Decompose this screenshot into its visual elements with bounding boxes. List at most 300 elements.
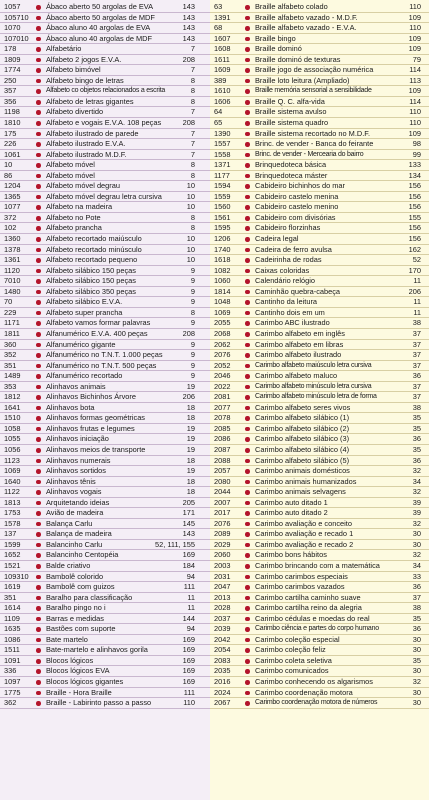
index-entry [0,624,210,635]
product-name: Alinhavos meios de transporte [46,444,146,454]
red-dot-icon [245,437,250,442]
index-entry [0,76,210,87]
page-number: 9 [190,350,195,360]
product-code: 2057 [214,466,231,476]
product-name: Alinhavos vogais [46,487,102,497]
index-entry [210,192,429,203]
index-entry [0,550,210,561]
red-dot-icon [36,701,41,706]
red-dot-icon [36,47,41,52]
red-dot-icon [36,321,41,326]
page-number: 35 [412,423,421,433]
red-dot-icon [245,153,250,158]
product-name: Carimbo cartilha reino da alegria [255,603,362,613]
page-number: 94 [186,571,195,581]
red-dot-icon [245,585,250,590]
red-dot-icon [36,638,41,643]
product-code: 2003 [214,560,231,570]
product-code: 1171 [4,318,20,328]
red-dot-icon [36,469,41,474]
product-code: 2024 [214,687,231,697]
product-code: 1510 [4,413,21,423]
product-code: 1082 [214,265,231,275]
red-dot-icon [36,163,41,168]
red-dot-icon [245,290,250,295]
index-entry [210,65,429,76]
product-code: 336 [4,666,17,676]
product-name: Brinc. de vender - Banca do feirante [255,139,374,149]
index-entry [0,582,210,593]
index-entry [0,192,210,203]
page-number: 9 [190,371,195,381]
page-number: 169 [182,666,195,676]
index-entry [0,118,210,129]
page-number: 35 [412,444,421,454]
index-entry [0,434,210,445]
red-dot-icon [36,385,41,390]
product-name: Alfabeto silábico 150 peças [46,265,136,275]
page-number: 36 [412,582,421,592]
red-dot-icon [245,648,250,653]
index-entry [0,572,210,583]
product-code: 357 [4,86,17,96]
page-number: 38 [412,318,421,328]
red-dot-icon [245,480,250,485]
product-name: Alinhavos numerais [46,455,111,465]
product-code: 351 [4,592,17,602]
product-name: Alfabeto móvel [46,170,95,180]
product-name: Alfabeto prancha [46,223,102,233]
index-entry [210,329,429,340]
index-entry [0,561,210,572]
product-name: Alfanumérico recortado [46,371,123,381]
product-code: 7010 [4,276,21,286]
page-number: 110 [409,23,421,33]
index-entry [0,656,210,667]
red-dot-icon [36,153,41,158]
product-name: Cabideiro com divisórias [255,212,336,222]
product-code: 1611 [214,54,230,64]
product-code: 107010 [4,33,29,43]
index-entry [210,297,429,308]
product-code: 2016 [214,677,231,686]
index-entry [210,635,429,646]
page-number: 38 [412,402,421,412]
product-code: 1594 [214,181,231,191]
product-code: 1077 [4,202,21,212]
page-number: 32 [412,466,421,476]
index-entry [210,86,429,97]
product-name: Alfabeto e vogais E.V.A. 108 peças [46,118,162,128]
index-column-left [0,0,210,800]
red-dot-icon [36,501,41,506]
page-number: 37 [412,328,421,338]
product-code: 1489 [4,371,21,381]
product-code: 1558 [214,149,231,159]
index-entry [0,340,210,351]
page-number: 18 [186,413,195,423]
product-name: Carimbo coleção feliz [255,645,326,655]
product-code: 353 [4,381,17,391]
red-dot-icon [36,680,41,685]
page-number: 11 [413,297,421,307]
red-dot-icon [36,343,41,348]
product-code: 1056 [4,444,21,454]
red-dot-icon [36,395,41,400]
product-code: 1097 [4,677,21,686]
page-number: 19 [186,423,195,433]
red-dot-icon [36,79,41,84]
product-code: 2007 [214,497,231,507]
index-list-left [0,2,210,709]
product-name: Carimbo alfabeto minúsculo letra cursiva [255,382,372,390]
product-name: Bambolê com guizos [46,582,115,592]
page-number: 7 [190,139,195,149]
red-dot-icon [36,100,41,105]
red-dot-icon [245,617,250,622]
page-number: 11 [413,307,421,317]
page-number: 143 [182,33,195,43]
page-number: 38 [412,603,421,613]
index-entry [0,382,210,393]
index-entry [210,487,429,498]
index-entry [210,181,429,192]
product-code: 2078 [214,413,231,423]
page-number: 156 [408,234,421,244]
index-entry [0,614,210,625]
product-code: 2083 [214,655,231,665]
product-code: 1521 [4,560,21,570]
product-code: 1809 [4,54,21,64]
product-name: Alfabeto móvel degrau letra cursiva [46,191,162,201]
index-entry [210,202,429,213]
red-dot-icon [36,437,41,442]
index-entry [0,2,210,13]
index-entry [210,160,429,171]
product-name: Braille Q. C. alfa-vida [255,96,325,106]
page-number: 37 [412,339,421,349]
product-name: Blocos lógicos gigantes [46,677,124,686]
index-entry [210,2,429,13]
index-entry [0,150,210,161]
product-name: Carimbo alfabeto maiúsculo letra cursiva [255,361,372,369]
red-dot-icon [36,353,41,358]
page-number: 32 [412,677,421,686]
product-code: 2062 [214,339,231,349]
red-dot-icon [245,469,250,474]
product-name: Carimbo alfabeto minúsculo letra de forma [255,393,377,401]
red-dot-icon [36,416,41,421]
product-name: Blocos lógicos EVA [46,666,110,676]
red-dot-icon [36,606,41,611]
product-code: 1058 [4,423,21,433]
product-name: Carimbo carimbos especiais [255,571,348,581]
index-entry [210,529,429,540]
index-entry [0,603,210,614]
index-entry [0,445,210,456]
page-number: 52, 111, 155 [155,539,195,549]
red-dot-icon [36,532,41,537]
red-dot-icon [245,79,250,84]
product-name: Baralho para classificação [46,592,133,602]
product-name: Carimbo bons hábitos [255,550,327,560]
product-code: 1560 [214,202,231,212]
product-code: 1204 [4,181,21,191]
page-number: 32 [412,487,421,497]
red-dot-icon [245,216,250,221]
index-entry [0,276,210,287]
index-entry [0,308,210,319]
page-number: 109 [408,33,421,43]
red-dot-icon [36,132,41,137]
page-number: 169 [182,550,195,560]
product-name: Braille memória sensorial a sensibilidade [255,87,372,95]
red-dot-icon [36,89,41,94]
page-number: 133 [408,160,421,170]
index-entry [210,688,429,699]
page-number: 109 [408,44,421,54]
red-dot-icon [36,648,41,653]
red-dot-icon [245,37,250,42]
product-code: 1775 [4,687,21,697]
product-code: 86 [4,170,13,180]
product-code: 1561 [214,212,231,222]
product-name: Carimbo animais selvagens [255,487,346,497]
index-entry [210,23,429,34]
product-code: 1609 [214,65,231,75]
index-entry [0,297,210,308]
index-entry [0,508,210,519]
product-name: Avião de madeira [46,508,104,518]
product-code: 1069 [214,307,231,317]
product-code: 1599 [4,539,21,549]
red-dot-icon [245,311,250,316]
page-number: 19 [186,381,195,391]
red-dot-icon [36,37,41,42]
page-number: 9 [190,276,195,286]
red-dot-icon [245,195,250,200]
red-dot-icon [245,522,250,527]
red-dot-icon [245,163,250,168]
product-name: Carimbo alfabeto silábico (5) [255,455,350,465]
page-number: 110 [409,118,421,128]
product-code: 1060 [214,276,231,286]
index-entry [0,477,210,488]
page-number: 30 [412,666,421,676]
product-name: Alfabeto recortado minúsculo [46,244,142,254]
index-entry [210,382,429,393]
page-number: 99 [412,149,421,159]
index-entry [210,466,429,477]
red-dot-icon [36,279,41,284]
page-number: 208 [182,118,195,128]
page-number: 143 [182,23,195,33]
red-dot-icon [245,659,250,664]
red-dot-icon [36,110,41,115]
red-dot-icon [36,68,41,73]
page-number: 143 [182,2,195,11]
product-code: 2044 [214,487,231,497]
product-code: 1619 [4,582,21,592]
page-number: 11 [187,603,195,613]
red-dot-icon [245,121,250,126]
red-dot-icon [36,522,41,527]
index-entry [0,361,210,372]
red-dot-icon [245,26,250,31]
product-code: 351 [4,360,17,370]
index-entry [210,34,429,45]
product-code: 1378 [4,244,21,254]
page-number: 18 [186,402,195,412]
page-number: 30 [412,539,421,549]
red-dot-icon [245,89,250,94]
product-name: Cadeirinha de rodas [255,255,322,265]
product-code: 1641 [4,402,21,412]
red-dot-icon [36,459,41,464]
product-code: 352 [4,350,17,360]
product-name: Cadeira de ferro avulsa [255,244,332,254]
page-number: 111 [183,687,195,697]
index-entry [210,361,429,372]
index-entry [0,245,210,256]
product-code: 1652 [4,550,21,560]
product-code: 1640 [4,476,21,486]
product-name: Brinquedoteca básica [255,160,327,170]
page-number: 110 [183,698,195,708]
index-entry [0,413,210,424]
product-name: Carimbo auto ditado 1 [255,497,328,507]
product-code: 1635 [4,624,21,634]
red-dot-icon [36,258,41,263]
product-name: Balancinho Carlu [46,539,103,549]
index-entry [210,213,429,224]
index-entry [210,477,429,488]
product-name: Alfabeto ilustrado M.D.F. [46,149,127,159]
product-code: 1057 [4,2,21,11]
product-name: Carimbo auto ditado 2 [255,508,328,518]
page-number: 36 [412,624,421,634]
product-name: Carimbo carimbos vazados [255,582,345,592]
product-name: Alfabeto móvel degrau [46,181,120,191]
index-entry [210,656,429,667]
index-entry [210,445,429,456]
page-number: 39 [412,497,421,507]
product-code: 1120 [4,265,20,275]
product-name: Alfabeto vamos formar palavras [46,318,151,328]
index-entry [0,139,210,150]
product-name: Alinhavos bota [46,402,95,412]
page-number: 35 [412,613,421,623]
page-number: 109 [408,12,421,22]
product-code: 1595 [214,223,231,233]
product-code: 1371 [214,160,231,170]
page-number: 34 [412,560,421,570]
index-entry [0,129,210,140]
page-number: 30 [412,634,421,644]
index-entry [210,139,429,150]
product-name: Balancinho Centopéia [46,550,119,560]
page-number: 155 [408,212,421,222]
index-entry [0,350,210,361]
red-dot-icon [36,5,41,10]
page-number: 8 [190,212,195,222]
index-entry [210,234,429,245]
index-entry [0,55,210,66]
product-code: 1813 [4,497,21,507]
product-name: Braille alfabeto vazado - M.D.F. [255,12,358,22]
index-entry [0,255,210,266]
red-dot-icon [245,638,250,643]
product-code: 226 [4,139,17,149]
product-code: 1578 [4,518,21,528]
index-entry [210,561,429,572]
index-entry [210,582,429,593]
product-name: Carimbo brincando com a matemática [255,560,380,570]
page-number: 35 [412,655,421,665]
index-entry [0,181,210,192]
product-name: Alinhavos sortidos [46,466,106,476]
index-entry [210,318,429,329]
page-number: 8 [190,86,195,96]
product-name: Braille dominó [255,44,302,54]
red-dot-icon [36,617,41,622]
index-entry [0,13,210,24]
page-number: 110 [409,2,421,11]
product-name: Alfabeto silábico 150 peças [46,276,136,286]
red-dot-icon [245,248,250,253]
red-dot-icon [36,585,41,590]
red-dot-icon [36,290,41,295]
index-entry [210,245,429,256]
page-number: 7 [190,128,195,138]
page-number: 10 [186,234,195,244]
index-entry [210,403,429,414]
product-code: 175 [4,128,17,138]
index-entry [210,371,429,382]
product-name: Caminhão quebra-cabeça [255,286,341,296]
product-name: Braille sistema avulso [255,107,327,117]
product-name: Bambolê colorido [46,571,104,581]
index-entry [0,498,210,509]
red-dot-icon [245,459,250,464]
product-code: 1774 [4,65,21,75]
product-name: Baralho pingo no i [46,603,106,613]
product-name: Alfabeto silábico E.V.A. [46,297,123,307]
red-dot-icon [36,659,41,664]
product-code: 2087 [214,444,231,454]
product-name: Carimbo cédulas e moedas do real [255,613,370,623]
product-name: Alinhavos animais [46,381,106,391]
red-dot-icon [245,68,250,73]
page-number: 169 [182,645,195,655]
product-code: 1123 [4,455,20,465]
red-dot-icon [245,427,250,432]
page-number: 30 [412,698,421,708]
page-number: 7 [190,107,195,117]
red-dot-icon [245,532,250,537]
index-entry [210,276,429,287]
red-dot-icon [245,701,250,706]
product-code: 2029 [214,539,231,549]
product-name: Alfabeto ilustrado E.V.A. [46,139,126,149]
index-entry [210,287,429,298]
product-name: Cantinho dois em um [255,307,325,317]
product-name: Alfabeto recortado maiúsculo [46,234,142,244]
index-entry [210,434,429,445]
page-number: 7 [190,44,195,54]
product-code: 2052 [214,360,231,370]
red-dot-icon [36,490,41,495]
